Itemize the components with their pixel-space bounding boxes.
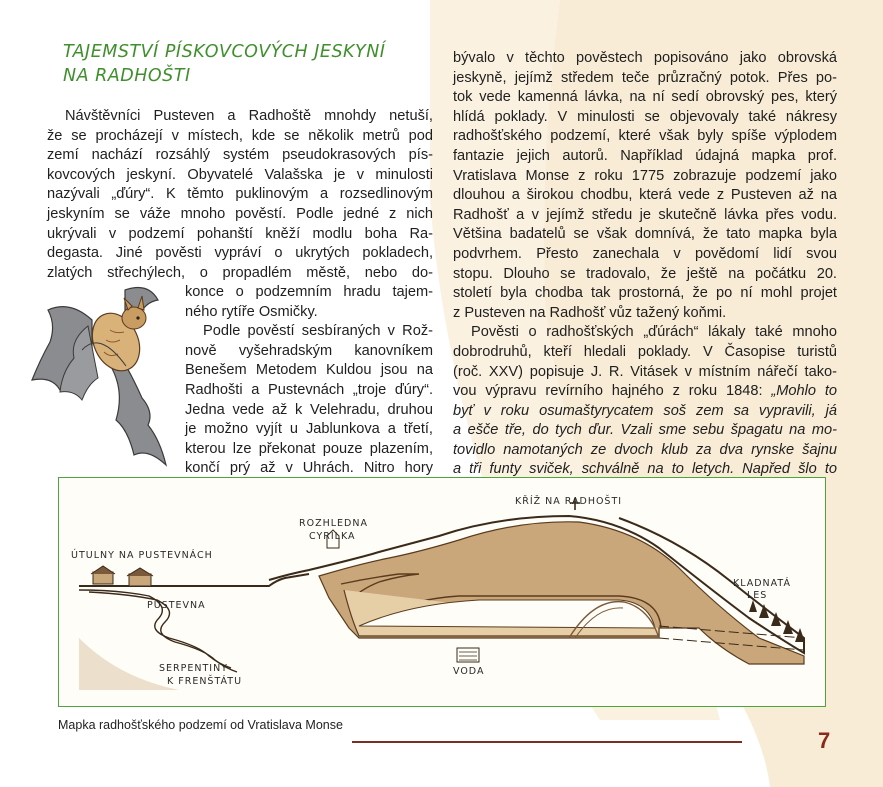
map-label-kriz: KŘÍŽ NA RADHOŠTI	[515, 496, 623, 507]
text-plain-part: vou výpravu revírního hajného z roku 1848:	[453, 383, 772, 400]
text-line: nově vyšehradským kanovníkem	[185, 342, 433, 359]
map-label-cyrilka: CYRILKA	[309, 531, 356, 542]
right-column-text	[453, 49, 837, 480]
text-line-mixed	[453, 382, 837, 402]
text-line: Radhošti a Pustevnách „troje ďúry“.	[185, 381, 433, 398]
text-line: podvrhem. Přesto zanechala v povědomí lidí svou	[453, 245, 837, 262]
text-line: zemí nachází rozsáhlý systém pseudokrasových pís-	[47, 147, 433, 164]
text-line: fantazie jejich autorů. Například údajná mapka prof.	[453, 147, 837, 164]
text-line: Vratislava Monse z roku 1775 zobrazuje podzemí jako	[453, 167, 837, 184]
title-line-2: NA RADHOŠTI	[63, 66, 191, 86]
footer-rule	[352, 741, 742, 743]
text-line: konce o podzemním hradu tajem-	[185, 284, 433, 300]
text-line: Většina badatelů se však domnívá, že tato mapka byla	[453, 226, 837, 243]
text-line: Jedna vede až k Velehradu, druhou	[185, 401, 433, 418]
text-line: (roč. XXV) popisuje J. R. Vitásek v místním nářečí tako-	[453, 363, 837, 380]
bat-illustration	[30, 280, 180, 470]
quote-line: byť v roku osumaštyrycatem soš zem sa vypravili, já	[453, 402, 837, 419]
text-line: Radhošť a v jejímž středu je skutečně lávka přes vodu.	[453, 206, 837, 223]
left-column-narrow-text	[185, 283, 433, 479]
map-label-kladnata: KLADNATÁ	[733, 578, 791, 589]
text-line: ného rytíře Osmičky.	[185, 303, 318, 320]
text-line: zlatých střechýlech, o propadlém městě, nebo do-	[47, 264, 433, 281]
text-line: bývalo v těchto pověstech popisováno jako obrovská	[453, 50, 837, 66]
text-line: je možno vyjít u Jablunkova a třetí,	[185, 421, 433, 438]
text-line: hlídá poklady. V minulosti se objevovaly také nákresy	[453, 108, 837, 125]
quote-line: a tři funty sviček, schválně na to letych. Napřed šlo to	[453, 461, 837, 478]
text-line: ukrývali v podzemí pohanští kněží modlu boha Ra-	[47, 225, 433, 242]
text-line: jeskyně, jejímž středem teče průzračný potok. Přes po-	[453, 69, 837, 86]
map-label-pustevna: PUSTEVNA	[147, 600, 206, 611]
text-line: Benešem Metodem Kuldou jsou na	[185, 362, 433, 379]
text-line: nazývali „ďúry“. K těmto puklinovým a rozsedlinovým	[47, 186, 433, 203]
map-label-utulny: ÚTULNY NA PUSTEVNÁCH	[71, 550, 213, 561]
text-line: radhošťského podzemí, které však byly spíše výplodem	[453, 128, 837, 145]
text-line: století byla chodba tak prostorná, že po ní mohl projet	[453, 285, 837, 302]
text-line: stopu. Dlouho se tradovalo, že ještě na počátku 20.	[453, 265, 837, 282]
text-line: kterou lze překonat pouze plazením,	[185, 440, 433, 457]
map-label-rozhledna: ROZHLEDNA	[299, 518, 368, 529]
quote-line: a ešče tře, do tych ďur. Vzali sme sebu špagatu na mo-	[453, 422, 837, 439]
text-line: degasta. Jiné pověsti vypráví o ukrytých pokladech,	[47, 245, 433, 262]
text-line: Podle pověstí sesbíraných v Rož-	[203, 323, 433, 340]
map-label-frenstat: K FRENŠTÁTU	[167, 676, 243, 687]
map-label-voda: VODA	[453, 666, 485, 677]
quote-line: tovidlo namotaných ze dvoch klub za dva rynske šajnu	[453, 441, 837, 458]
text-line: končí prý až v Uhrách. Nitro hory	[185, 460, 433, 477]
map-label-les: LES	[747, 590, 768, 601]
text-line: dlouhou a širokou chodbu, která vede z Pusteven až na	[453, 187, 837, 204]
quote-italic-part: „Mohlo to	[771, 383, 837, 400]
text-line: Pověsti o radhošťských „ďúrách“ lákaly také mnoho	[471, 324, 837, 341]
figure-caption: Mapka radhošťského podzemí od Vratislava Monse	[58, 718, 343, 732]
left-column-text	[47, 107, 433, 283]
cave-map-figure	[58, 477, 826, 707]
page-number: 7	[818, 728, 831, 753]
text-line: tok vede kamenná lávka, na ní sedí obrovský pes, který	[453, 89, 837, 106]
title-line-1: TAJEMSTVÍ PÍSKOVCOVÝCH JESKYNÍ	[63, 42, 386, 62]
text-line: z Pusteven na Radhošť vůz tažený koňmi.	[453, 304, 727, 321]
text-line: že se procházejí v místech, kde se několik metrů pod	[47, 127, 433, 144]
article-title	[63, 40, 423, 88]
map-label-serpentiny: SERPENTINY	[159, 663, 228, 674]
text-line: jeskyním se váže mnoho pověstí. Podle jedné z nich	[47, 205, 433, 222]
text-line: Návštěvníci Pusteven a Radhoště mnohdy netuší,	[65, 108, 433, 124]
text-line: kovcových jeskyní. Obyvatelé Valašska je v minulosti	[47, 166, 433, 183]
text-line: dobrodruhů, kteří hledali poklady. V Časopise turistů	[453, 343, 837, 360]
